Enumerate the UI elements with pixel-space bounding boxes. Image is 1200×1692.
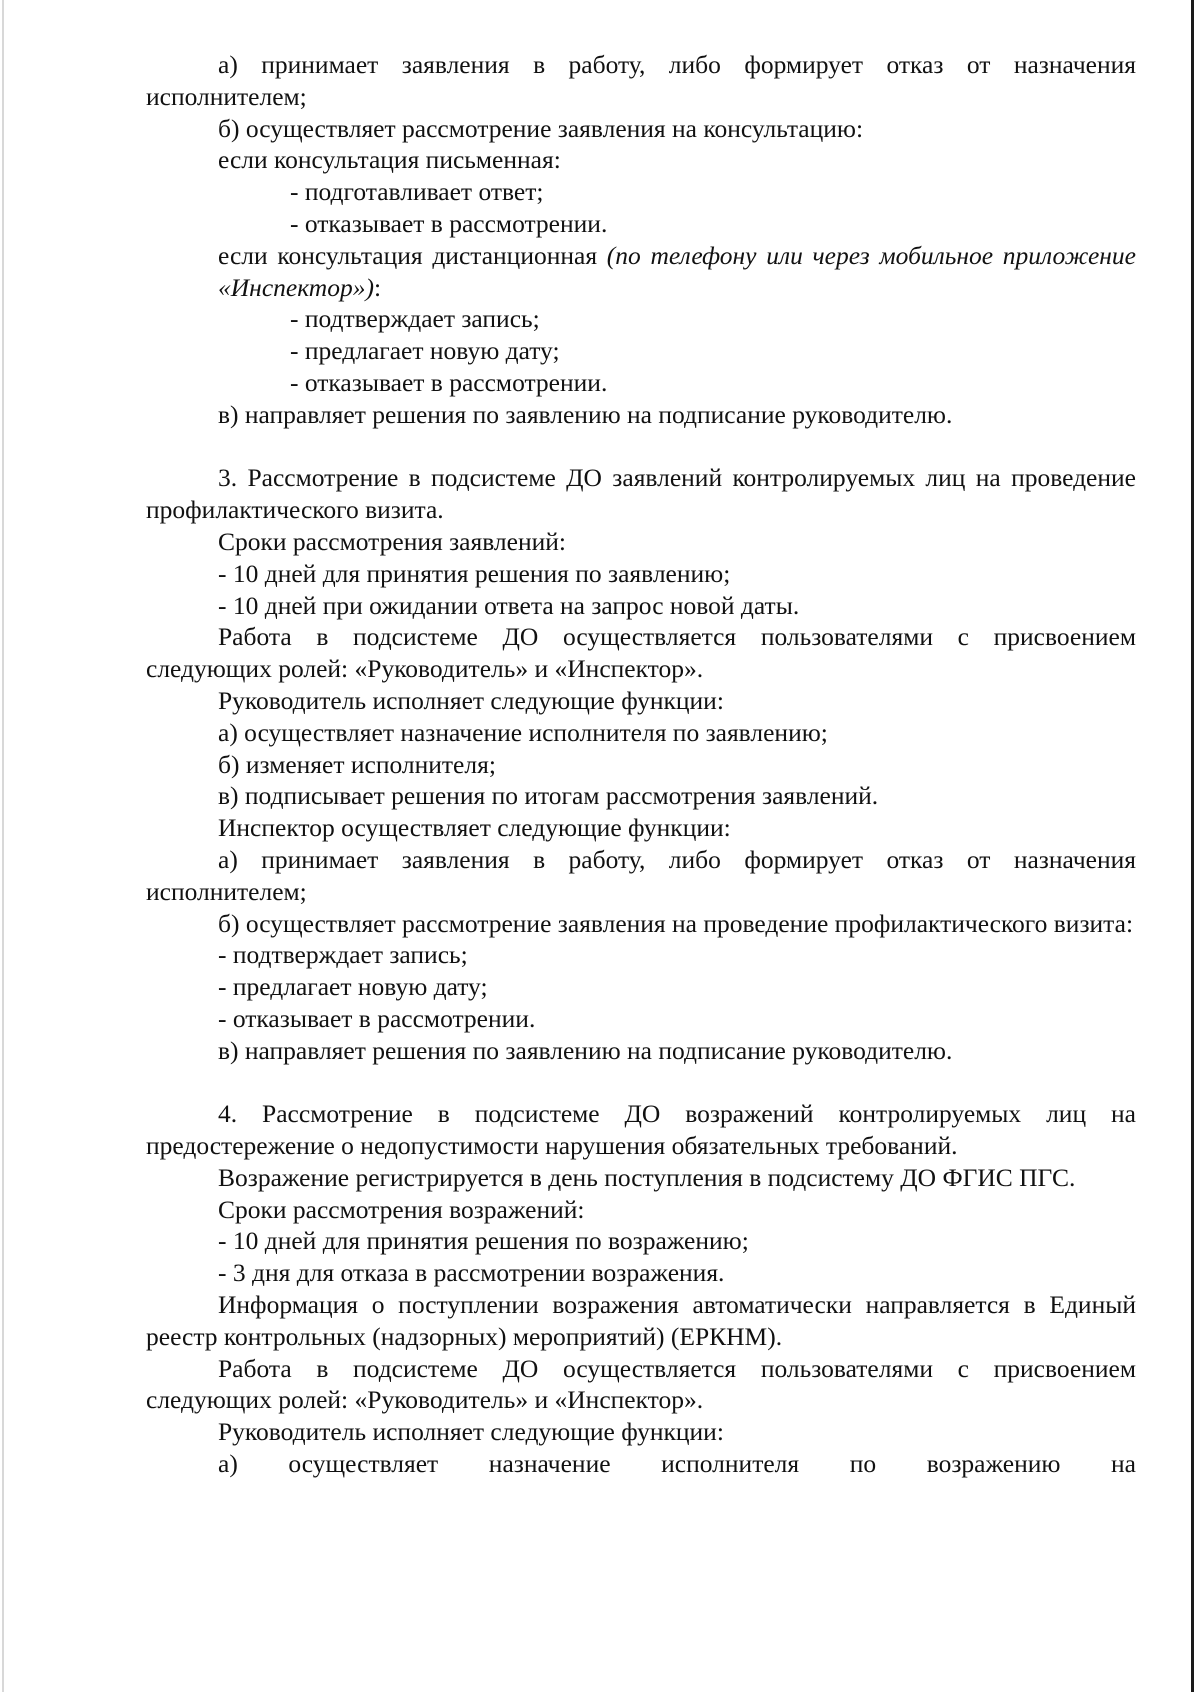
paragraph-inspector-title: Инспектор осуществляет следующие функции:	[218, 813, 731, 843]
paragraph-info: Информация о поступлении возражения автоматически направляется в Единый реестр контрольных (надзорных) мероприятий) (ЕРКНМ).	[146, 1290, 1136, 1351]
section-3-heading: 3. Рассмотрение в подсистеме ДО заявлений контролируемых лиц на проведение профилактического визита.	[146, 463, 1136, 525]
section-4-heading: 4. Рассмотрение в подсистеме ДО возражений контролируемых лиц на предостережение о недопустимости нарушения обязательных требований.	[146, 1099, 1136, 1161]
document-body	[146, 49, 1136, 1480]
paragraph-roles: Работа в подсистеме ДО осуществляется пользователями с присвоением следующих ролей: «Руководитель» и «Инспектор».	[146, 1353, 1136, 1415]
paragraph-if-remote	[146, 240, 1136, 304]
paragraph-roles: Работа в подсистеме ДО осуществляется пользователями с присвоением следующих ролей: «Руководитель» и «Инспектор».	[146, 622, 1136, 684]
list-item: - подготавливает ответ;	[290, 177, 544, 207]
list-item: - подтверждает запись;	[290, 304, 540, 334]
list-item: в) подписывает решения по итогам рассмотрения заявлений.	[218, 781, 879, 811]
list-item: - подтверждает запись;	[218, 940, 468, 970]
scan-edge-right	[1191, 0, 1194, 1692]
paragraph-terms-title: Сроки рассмотрения заявлений:	[218, 526, 566, 556]
list-item: - отказывает в рассмотрении.	[218, 1003, 536, 1033]
paragraph-terms-title: Сроки рассмотрения возражений:	[218, 1194, 585, 1224]
paragraph-inspector-v: в) направляет решения по заявлению на подписание руководителю.	[218, 1035, 953, 1065]
paragraph-head-title: Руководитель исполняет следующие функции:	[218, 1417, 724, 1447]
paragraph-registration: Возражение регистрируется в день поступления в подсистему ДО ФГИС ПГС.	[218, 1162, 1076, 1192]
remote-prefix: если консультация дистанционная	[218, 240, 607, 270]
spacer	[146, 431, 1136, 463]
paragraph-send: в) направляет решения по заявлению на подписание руководителю.	[218, 399, 953, 429]
list-item: - отказывает в рассмотрении.	[290, 208, 608, 238]
paragraph-accept: а) принимает заявления в работу, либо формирует отказ от назначения исполнителем;	[146, 50, 1136, 111]
paragraph-head-a: а) осуществляет назначение исполнителя по возражению на	[218, 1449, 1136, 1479]
list-item: - предлагает новую дату;	[290, 336, 560, 366]
spacer	[146, 1067, 1136, 1099]
paragraph-head-title: Руководитель исполняет следующие функции:	[218, 685, 724, 715]
remote-suffix: :	[373, 272, 382, 302]
paragraph-consult: б) осуществляет рассмотрение заявления на консультацию:	[218, 113, 864, 143]
paragraph-inspector-b: б) осуществляет рассмотрение заявления на проведение профилактического визита:	[218, 908, 1134, 938]
list-item: - 10 дней для принятия решения по заявлению;	[218, 558, 731, 588]
list-item: б) изменяет исполнителя;	[218, 749, 496, 779]
list-item: а) осуществляет назначение исполнителя по заявлению;	[218, 717, 828, 747]
list-item: - 10 дней при ожидании ответа на запрос новой даты.	[218, 590, 800, 620]
remote-italic: (по телефону или через мобильное приложение «Инспектор»)	[218, 240, 1137, 302]
list-item: - предлагает новую дату;	[218, 972, 488, 1002]
paragraph-inspector-a: а) принимает заявления в работу, либо формирует отказ от назначения исполнителем;	[146, 844, 1136, 906]
scan-edge-left	[2, 0, 4, 1692]
paragraph-if-written: если консультация письменная:	[218, 145, 561, 175]
list-item: - отказывает в рассмотрении.	[290, 367, 608, 397]
list-item: - 10 дней для принятия решения по возражению;	[218, 1226, 749, 1256]
list-item: - 3 дня для отказа в рассмотрении возражения.	[218, 1258, 725, 1288]
